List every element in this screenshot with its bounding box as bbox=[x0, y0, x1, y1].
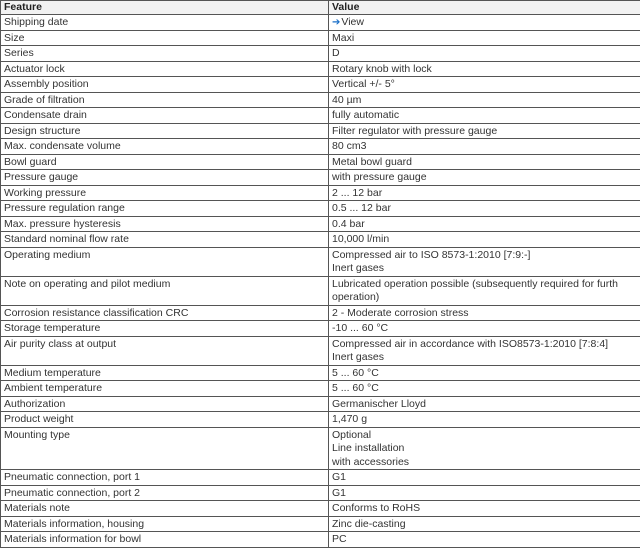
value-line: Metal bowl guard bbox=[332, 156, 640, 170]
value-line: Germanischer Lloyd bbox=[332, 398, 640, 412]
table-row bbox=[1, 108, 640, 124]
value-cell bbox=[329, 185, 640, 201]
table-row bbox=[1, 276, 640, 305]
table-row bbox=[1, 46, 640, 62]
value-cell bbox=[329, 276, 640, 305]
value-cell bbox=[329, 501, 640, 517]
value-cell bbox=[329, 170, 640, 186]
feature-cell: Corrosion resistance classification CRC bbox=[1, 305, 329, 321]
value-line: Compressed air to ISO 8573-1:2010 [7:9:-] bbox=[332, 249, 640, 263]
table-row bbox=[1, 305, 640, 321]
table-row bbox=[1, 485, 640, 501]
value-cell bbox=[329, 485, 640, 501]
value-line: 2 - Moderate corrosion stress bbox=[332, 307, 640, 321]
feature-cell: Operating medium bbox=[1, 247, 329, 276]
table-row bbox=[1, 336, 640, 365]
table-row bbox=[1, 170, 640, 186]
value-line: operation) bbox=[332, 291, 640, 305]
value-line: Zinc die-casting bbox=[332, 518, 640, 532]
table-row bbox=[1, 77, 640, 93]
feature-cell: Design structure bbox=[1, 123, 329, 139]
value-line: Rotary knob with lock bbox=[332, 63, 640, 77]
value-line: 0.5 ... 12 bar bbox=[332, 202, 640, 216]
value-cell bbox=[329, 321, 640, 337]
feature-cell: Shipping date bbox=[1, 15, 329, 31]
value-line: Optional bbox=[332, 429, 640, 443]
feature-cell: Standard nominal flow rate bbox=[1, 232, 329, 248]
feature-cell: Pneumatic connection, port 1 bbox=[1, 470, 329, 486]
table-row bbox=[1, 532, 640, 548]
value-cell bbox=[329, 216, 640, 232]
value-line: Maxi bbox=[332, 32, 640, 46]
table-row bbox=[1, 154, 640, 170]
table-row bbox=[1, 321, 640, 337]
value-line: Filter regulator with pressure gauge bbox=[332, 125, 640, 139]
table-row bbox=[1, 412, 640, 428]
value-cell bbox=[329, 381, 640, 397]
value-line: 10,000 l/min bbox=[332, 233, 640, 247]
table-row bbox=[1, 427, 640, 470]
value-cell bbox=[329, 396, 640, 412]
table-row bbox=[1, 381, 640, 397]
value-cell bbox=[329, 139, 640, 155]
value-line: with pressure gauge bbox=[332, 171, 640, 185]
value-cell bbox=[329, 30, 640, 46]
value-line: PC bbox=[332, 533, 640, 547]
value-cell bbox=[329, 427, 640, 470]
value-cell bbox=[329, 305, 640, 321]
feature-cell: Ambient temperature bbox=[1, 381, 329, 397]
value-cell bbox=[329, 92, 640, 108]
value-cell bbox=[329, 365, 640, 381]
value-line: 5 ... 60 °C bbox=[332, 367, 640, 381]
value-cell bbox=[329, 247, 640, 276]
feature-cell: Pressure regulation range bbox=[1, 201, 329, 217]
feature-cell: Product weight bbox=[1, 412, 329, 428]
feature-cell: Materials information, housing bbox=[1, 516, 329, 532]
value-line: Compressed air in accordance with ISO8573-1:2010 [7:8:4] bbox=[332, 338, 640, 352]
value-cell bbox=[329, 61, 640, 77]
feature-cell: Bowl guard bbox=[1, 154, 329, 170]
feature-column-header: Feature bbox=[1, 1, 329, 15]
table-row-shipping-date bbox=[1, 15, 640, 31]
view-link-label: View bbox=[341, 16, 364, 28]
value-cell bbox=[329, 232, 640, 248]
value-line: Conforms to RoHS bbox=[332, 502, 640, 516]
value-line: D bbox=[332, 47, 640, 61]
table-row bbox=[1, 501, 640, 517]
feature-cell: Pneumatic connection, port 2 bbox=[1, 485, 329, 501]
feature-cell: Working pressure bbox=[1, 185, 329, 201]
feature-cell: Pressure gauge bbox=[1, 170, 329, 186]
value-line: 1,470 g bbox=[332, 413, 640, 427]
value-line: Vertical +/- 5° bbox=[332, 78, 640, 92]
feature-cell: Size bbox=[1, 30, 329, 46]
feature-cell: Actuator lock bbox=[1, 61, 329, 77]
feature-cell: Series bbox=[1, 46, 329, 62]
feature-cell: Authorization bbox=[1, 396, 329, 412]
table-row bbox=[1, 216, 640, 232]
value-cell bbox=[329, 77, 640, 93]
value-line: 5 ... 60 °C bbox=[332, 382, 640, 396]
value-cell bbox=[329, 336, 640, 365]
feature-cell: Mounting type bbox=[1, 427, 329, 470]
feature-cell: Condensate drain bbox=[1, 108, 329, 124]
feature-cell: Storage temperature bbox=[1, 321, 329, 337]
value-line: G1 bbox=[332, 487, 640, 501]
table-row bbox=[1, 185, 640, 201]
value-cell bbox=[329, 470, 640, 486]
value-line: 40 µm bbox=[332, 94, 640, 108]
table-row bbox=[1, 247, 640, 276]
feature-cell: Assembly position bbox=[1, 77, 329, 93]
table-row bbox=[1, 30, 640, 46]
feature-cell: Materials information for bowl bbox=[1, 532, 329, 548]
value-line: Inert gases bbox=[332, 262, 640, 276]
value-column-header: Value bbox=[329, 1, 640, 15]
view-shipping-date-link[interactable] bbox=[332, 16, 364, 28]
header-row bbox=[1, 1, 640, 15]
table-row bbox=[1, 61, 640, 77]
feature-cell: Max. pressure hysteresis bbox=[1, 216, 329, 232]
table-row bbox=[1, 232, 640, 248]
feature-cell: Note on operating and pilot medium bbox=[1, 276, 329, 305]
value-cell bbox=[329, 154, 640, 170]
value-cell bbox=[329, 412, 640, 428]
value-line: Inert gases bbox=[332, 351, 640, 365]
feature-cell: Air purity class at output bbox=[1, 336, 329, 365]
feature-cell: Grade of filtration bbox=[1, 92, 329, 108]
table-row bbox=[1, 470, 640, 486]
feature-cell: Medium temperature bbox=[1, 365, 329, 381]
value-line: with accessories bbox=[332, 456, 640, 470]
value-cell bbox=[329, 123, 640, 139]
table-row bbox=[1, 201, 640, 217]
feature-cell: Max. condensate volume bbox=[1, 139, 329, 155]
table-row bbox=[1, 365, 640, 381]
value-cell bbox=[329, 15, 640, 31]
feature-cell: Materials note bbox=[1, 501, 329, 517]
value-cell bbox=[329, 201, 640, 217]
value-line: fully automatic bbox=[332, 109, 640, 123]
arrow-right-icon: ➔ bbox=[332, 17, 340, 28]
value-line: Line installation bbox=[332, 442, 640, 456]
table-row bbox=[1, 123, 640, 139]
value-cell bbox=[329, 108, 640, 124]
value-cell bbox=[329, 532, 640, 548]
table-row bbox=[1, 396, 640, 412]
value-line: -10 ... 60 °C bbox=[332, 322, 640, 336]
table-row bbox=[1, 139, 640, 155]
value-line: Lubricated operation possible (subsequently required for furth bbox=[332, 278, 640, 292]
value-line: 2 ... 12 bar bbox=[332, 187, 640, 201]
value-cell bbox=[329, 46, 640, 62]
value-line: 80 cm3 bbox=[332, 140, 640, 154]
value-line: 0.4 bar bbox=[332, 218, 640, 232]
table-row bbox=[1, 92, 640, 108]
value-line: G1 bbox=[332, 471, 640, 485]
